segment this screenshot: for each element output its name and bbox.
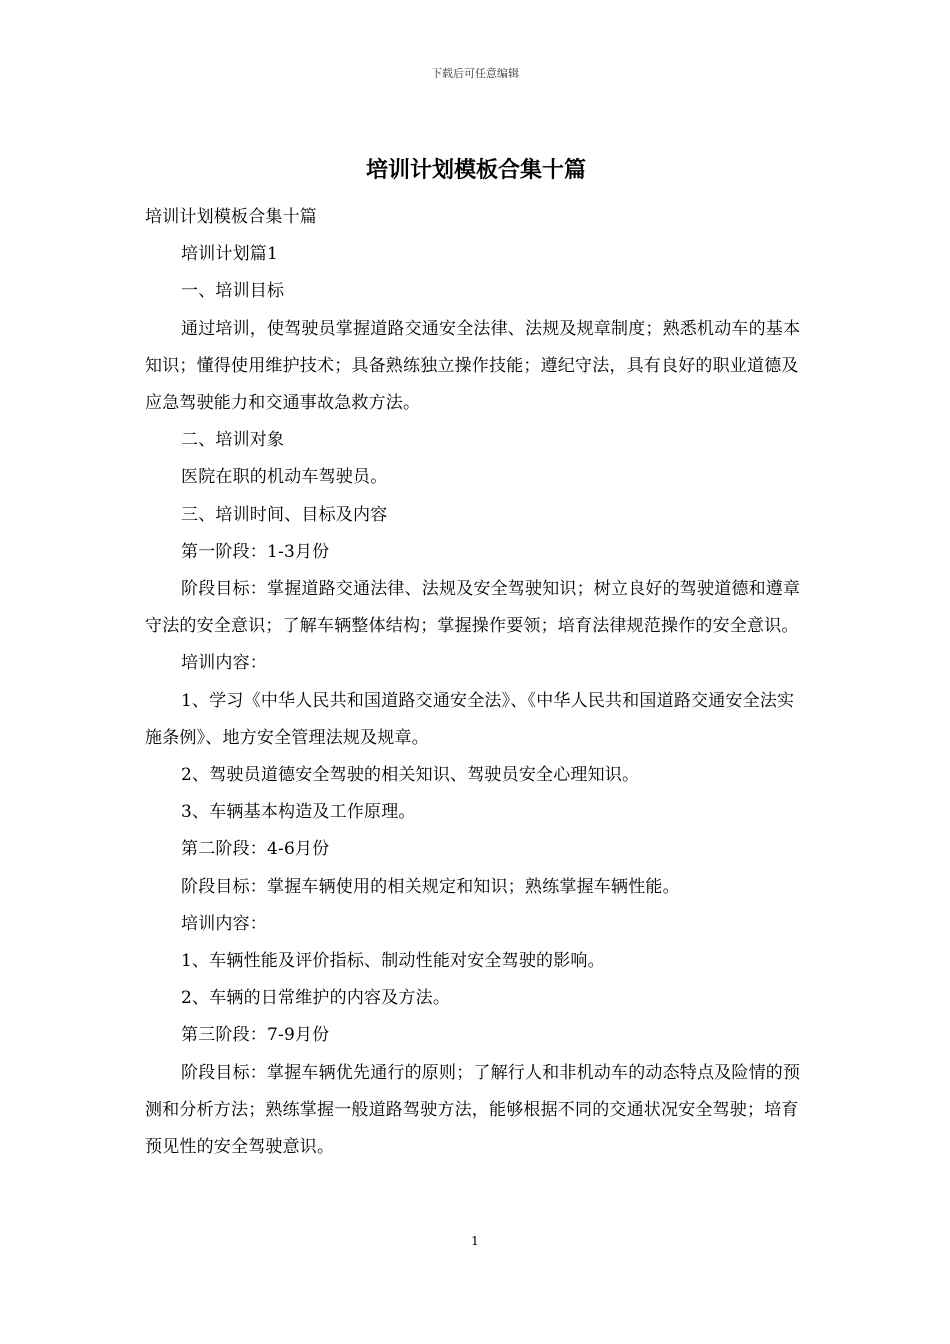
- paragraph: 1、车辆性能及评价指标、制动性能对安全驾驶的影响。: [181, 951, 605, 972]
- page-header-note: 下载后可任意编辑: [431, 67, 519, 80]
- paragraph: 三、培训时间、目标及内容: [181, 504, 388, 525]
- paragraph: 第二阶段：4-6月份: [181, 839, 330, 860]
- paragraph: 第三阶段：7-9月份: [181, 1025, 330, 1046]
- paragraph: 培训内容：: [181, 913, 267, 934]
- paragraph: 2、驾驶员道德安全驾驶的相关知识、驾驶员安全心理知识。: [181, 765, 640, 786]
- paragraph: 通过培训，使驾驶员掌握道路交通安全法律、法规及规章制度；熟悉机动车的基本知识；懂得使用维护技术；具备熟练独立操作技能；遵纪守法，具有良好的职业道德及应急驾驶能力和交通事故急救方法。: [145, 318, 801, 414]
- page-number: 1: [471, 1234, 479, 1248]
- paragraph: 二、培训对象: [181, 430, 285, 451]
- paragraph: 第一阶段：1-3月份: [181, 541, 330, 562]
- paragraph: 一、培训目标: [181, 281, 285, 302]
- paragraph: 1、学习《中华人民共和国道路交通安全法》、《中华人民共和国道路交通安全法实施条例》、地方安全管理法规及规章。: [145, 690, 795, 748]
- document-body: [145, 153, 807, 1166]
- paragraph-list: [145, 199, 807, 1166]
- paragraph: 阶段目标：掌握车辆使用的相关规定和知识；熟练掌握车辆性能。: [181, 876, 680, 897]
- paragraph: 阶段目标：掌握道路交通法律、法规及安全驾驶知识；树立良好的驾驶道德和遵章守法的安全意识；了解车辆整体结构；掌握操作要领；培育法律规范操作的安全意识。: [145, 579, 801, 637]
- paragraph: 培训计划模板合集十篇: [145, 207, 317, 227]
- paragraph: 3、车辆基本构造及工作原理。: [181, 802, 416, 823]
- paragraph: 医院在职的机动车驾驶员。: [181, 467, 388, 488]
- paragraph: 培训计划篇1: [181, 244, 279, 265]
- document-title: 培训计划模板合集十篇: [365, 157, 586, 183]
- paragraph: 2、车辆的日常维护的内容及方法。: [181, 988, 451, 1009]
- paragraph: 阶段目标：掌握车辆优先通行的原则；了解行人和非机动车的动态特点及险情的预测和分析方法；熟练掌握一般道路驾驶方法，能够根据不同的交通状况安全驾驶；培育预见性的安全驾驶意识。: [145, 1062, 801, 1158]
- paragraph: 培训内容：: [181, 653, 267, 674]
